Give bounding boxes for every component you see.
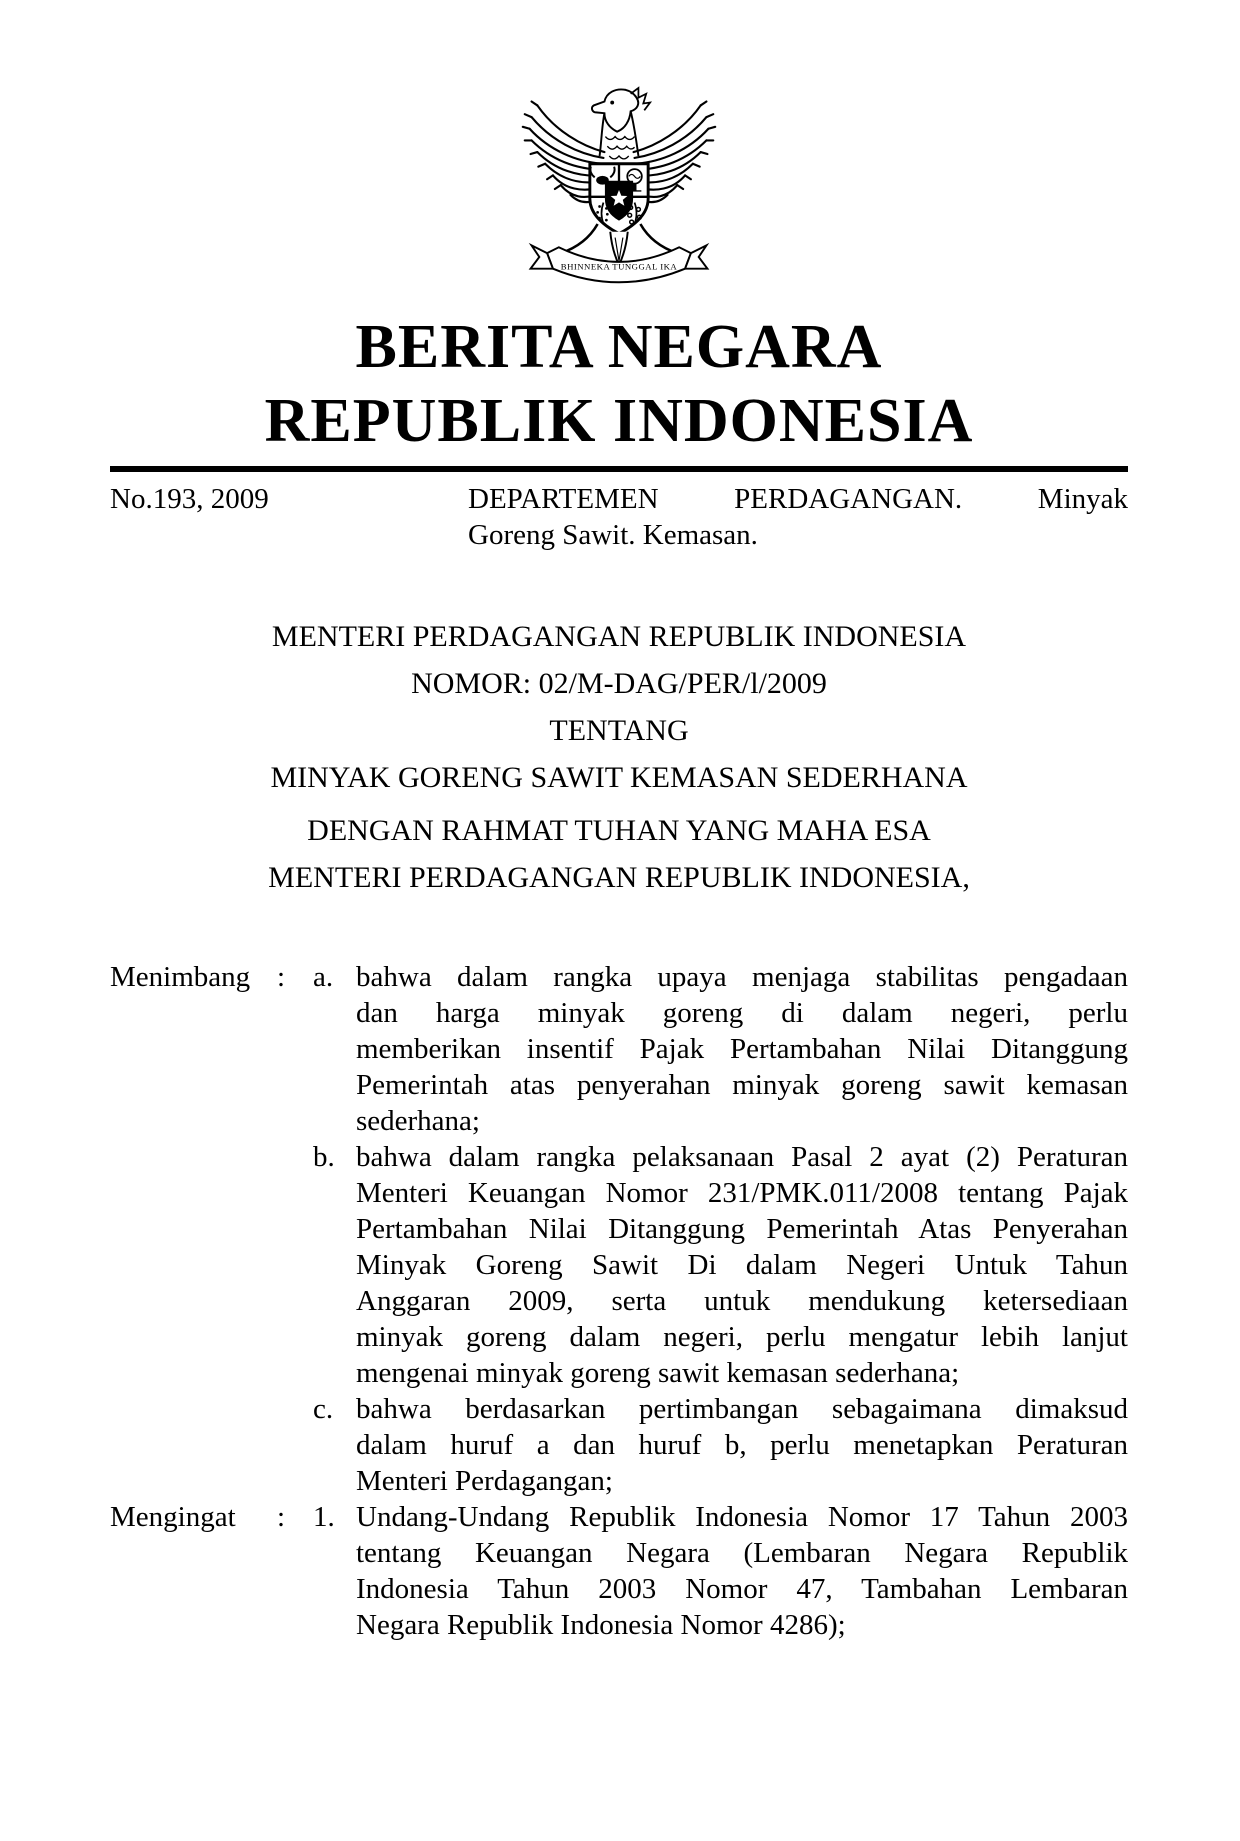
- item-marker: 1.: [313, 1501, 335, 1533]
- section-heading-mengingat: Mengingat: [110, 1501, 236, 1533]
- text-line: Anggaran 2009, serta untuk mendukung ketersediaan: [356, 1285, 1128, 1317]
- regulation-title-block: [110, 613, 1128, 801]
- text-line: dan harga minyak goreng di dalam negeri, perlu: [356, 997, 1128, 1029]
- text-line: bahwa dalam rangka upaya menjaga stabilitas pengadaan: [356, 961, 1128, 993]
- text-line: bahwa berdasarkan pertimbangan sebagaimana dimaksud: [356, 1393, 1128, 1425]
- text-line: dalam huruf a dan huruf b, perlu menetapkan Peraturan: [356, 1429, 1128, 1461]
- gazette-page: [0, 86, 1240, 1841]
- gazette-header-row: [110, 481, 1128, 553]
- item-text: [356, 959, 1128, 1139]
- text-line: minyak goreng dalam negeri, perlu mengatur lebih lanjut: [356, 1321, 1128, 1353]
- text-line: Indonesia Tahun 2003 Nomor 47, Tambahan Lembaran: [356, 1573, 1128, 1605]
- tentang-line: TENTANG: [549, 714, 689, 747]
- item-text: [356, 1391, 1128, 1499]
- gazette-subject-line1: DEPARTEMEN PERDAGANGAN. Minyak: [468, 483, 1128, 515]
- text-line: Undang-Undang Republik Indonesia Nomor 17 Tahun 2003: [356, 1501, 1128, 1533]
- text-line: bahwa dalam rangka pelaksanaan Pasal 2 ayat (2) Peraturan: [356, 1141, 1128, 1173]
- gazette-subject: [468, 481, 1128, 553]
- clause-row-menimbang-b: [110, 1139, 1128, 1391]
- masthead-divider: [110, 466, 1128, 472]
- motto-text: BHINNEKA TUNGGAL IKA: [560, 261, 678, 272]
- clauses: [110, 959, 1128, 1643]
- invocation-line2: MENTERI PERDAGANGAN REPUBLIK INDONESIA,: [268, 861, 970, 894]
- item-text: [356, 1139, 1128, 1391]
- subject-title-line: MINYAK GORENG SAWIT KEMASAN SEDERHANA: [270, 761, 968, 794]
- gazette-number: No.193, 2009: [110, 483, 269, 515]
- colon: :: [277, 1501, 286, 1533]
- clause-row-mengingat-1: [110, 1499, 1128, 1643]
- colon: :: [277, 961, 286, 993]
- text-line: Pemerintah atas penyerahan minyak goreng sawit kemasan: [356, 1069, 1128, 1101]
- text-line: tentang Keuangan Negara (Lembaran Negara Republik: [356, 1537, 1128, 1569]
- garuda-emblem-drawing: [512, 86, 726, 292]
- garuda-pancasila-emblem: [512, 86, 726, 292]
- invocation-block: [110, 807, 1128, 901]
- number-line: NOMOR: 02/M-DAG/PER/l/2009: [411, 667, 827, 700]
- text-line: memberikan insentif Pajak Pertambahan Nilai Ditanggung: [356, 1033, 1128, 1065]
- section-heading-menimbang: Menimbang: [110, 961, 251, 993]
- item-text: [356, 1499, 1128, 1643]
- text-line: Negara Republik Indonesia Nomor 4286);: [356, 1609, 846, 1641]
- item-marker: c.: [313, 1393, 334, 1425]
- masthead: [110, 310, 1128, 458]
- text-line: Pertambahan Nilai Ditanggung Pemerintah Atas Penyerahan: [356, 1213, 1128, 1245]
- pancasila-shield: [590, 164, 648, 234]
- clause-row-menimbang-c: [110, 1391, 1128, 1499]
- text-line: mengenai minyak goreng sawit kemasan sederhana;: [356, 1357, 960, 1389]
- text-line: sederhana;: [356, 1105, 480, 1137]
- gazette-subject-line2: Goreng Sawit. Kemasan.: [468, 519, 758, 551]
- item-marker: a.: [313, 961, 334, 993]
- issuer-line: MENTERI PERDAGANGAN REPUBLIK INDONESIA: [271, 620, 967, 653]
- eagle-head: [592, 88, 650, 132]
- item-marker: b.: [313, 1141, 335, 1173]
- invocation-line1: DENGAN RAHMAT TUHAN YANG MAHA ESA: [307, 814, 931, 847]
- text-line: Menteri Keuangan Nomor 231/PMK.011/2008 tentang Pajak: [356, 1177, 1128, 1209]
- text-line: Menteri Perdagangan;: [356, 1465, 613, 1497]
- masthead-title-line2: REPUBLIK INDONESIA: [264, 387, 974, 455]
- text-line: Minyak Goreng Sawit Di dalam Negeri Untuk Tahun: [356, 1249, 1128, 1281]
- masthead-title-line1: BERITA NEGARA: [355, 313, 883, 381]
- clause-row-menimbang-a: [110, 959, 1128, 1139]
